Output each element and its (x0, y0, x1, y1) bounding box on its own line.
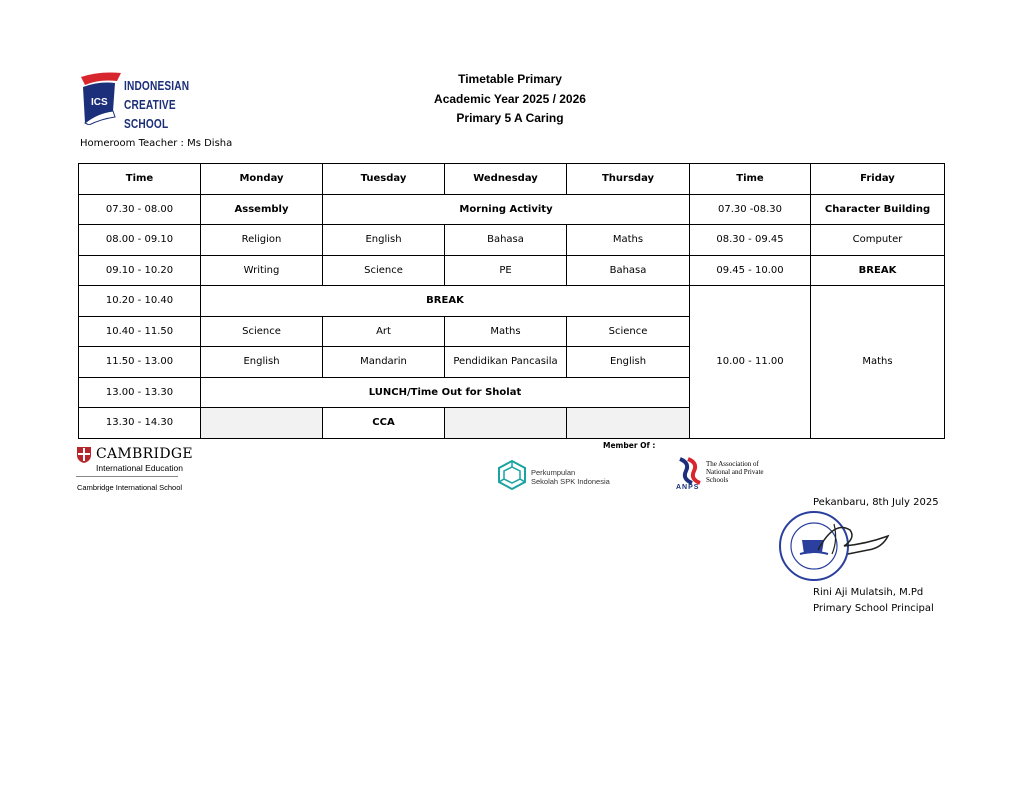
cell-span: Morning Activity (323, 194, 690, 225)
principal-title: Primary School Principal (813, 603, 934, 614)
cell-span: LUNCH/Time Out for Sholat (201, 377, 690, 408)
time-cell: 13.00 - 13.30 (79, 377, 201, 408)
page-title (380, 70, 640, 129)
cell-tuesday: Art (323, 316, 445, 347)
time-cell: 07.30 - 08.00 (79, 194, 201, 225)
member-of-label: Member Of : (603, 441, 656, 450)
spk-emblem-icon (497, 460, 527, 490)
table-row (79, 255, 945, 286)
place-date: Pekanbaru, 8th July 2025 (813, 497, 939, 508)
cell-friday: Computer (811, 225, 945, 256)
cell-wednesday (445, 408, 567, 439)
column-header: Time (79, 164, 201, 195)
principal-name: Rini Aji Mulatsih, M.Pd (813, 587, 924, 598)
time-cell: 10.40 - 11.50 (79, 316, 201, 347)
cell-tuesday: Science (323, 255, 445, 286)
cell-friday: Maths (811, 286, 945, 439)
cell-tuesday: CCA (323, 408, 445, 439)
column-header: Wednesday (445, 164, 567, 195)
school-seal-stamp (778, 510, 898, 582)
cell-monday: Writing (201, 255, 323, 286)
column-header: Tuesday (323, 164, 445, 195)
cell-monday (201, 408, 323, 439)
cell-monday: Assembly (201, 194, 323, 225)
friday-time-cell: 08.30 - 09.45 (690, 225, 811, 256)
school-name: INDONESIAN CREATIVE SCHOOL (124, 78, 190, 131)
friday-time-cell: 09.45 - 10.00 (690, 255, 811, 286)
column-header: Friday (811, 164, 945, 195)
cell-span: BREAK (201, 286, 690, 317)
title-line-2: Academic Year 2025 / 2026 (434, 91, 586, 106)
title-line-1: Timetable Primary (458, 72, 562, 86)
anps-emblem-icon (676, 457, 704, 485)
column-header: Monday (201, 164, 323, 195)
time-cell: 08.00 - 09.10 (79, 225, 201, 256)
svg-text:ICS: ICS (91, 97, 108, 108)
table-row (79, 225, 945, 256)
column-header: Thursday (567, 164, 690, 195)
homeroom-teacher: Homeroom Teacher : Ms Disha (80, 138, 233, 149)
cambridge-school-label: Cambridge International School (77, 483, 183, 492)
cambridge-subtitle: International Education (96, 463, 183, 473)
cell-thursday (567, 408, 690, 439)
anps-acronym: ANPS (676, 484, 700, 491)
cell-wednesday: Maths (445, 316, 567, 347)
cell-wednesday: Bahasa (445, 225, 567, 256)
cell-tuesday: English (323, 225, 445, 256)
cell-thursday: Maths (567, 225, 690, 256)
friday-time-cell: 07.30 -08.30 (690, 194, 811, 225)
cell-thursday: Science (567, 316, 690, 347)
time-cell: 13.30 - 14.30 (79, 408, 201, 439)
cell-monday: Science (201, 316, 323, 347)
cambridge-name: CAMBRIDGE (96, 446, 193, 462)
spk-name: Perkumpulan Sekolah SPK Indonesia (531, 468, 610, 486)
cell-wednesday: Pendidikan Pancasila (445, 347, 567, 378)
time-cell: 09.10 - 10.20 (79, 255, 201, 286)
cell-monday: Religion (201, 225, 323, 256)
time-cell: 11.50 - 13.00 (79, 347, 201, 378)
friday-time-cell: 10.00 - 11.00 (690, 286, 811, 439)
cell-thursday: Bahasa (567, 255, 690, 286)
anps-logo (676, 457, 764, 491)
cell-tuesday: Mandarin (323, 347, 445, 378)
table-row (79, 286, 945, 317)
divider (76, 476, 178, 477)
cambridge-shield-icon (76, 446, 92, 464)
cell-wednesday: PE (445, 255, 567, 286)
cell-friday: Character Building (811, 194, 945, 225)
time-cell: 10.20 - 10.40 (79, 286, 201, 317)
cell-thursday: English (567, 347, 690, 378)
cell-friday: BREAK (811, 255, 945, 286)
title-line-3: Primary 5 A Caring (456, 111, 564, 125)
cell-monday: English (201, 347, 323, 378)
table-header-row (79, 164, 945, 195)
table-row (79, 194, 945, 225)
column-header: Time (690, 164, 811, 195)
anps-name: The Association of National and Private Schools (706, 460, 764, 484)
timetable (78, 163, 945, 439)
spk-logo (497, 460, 610, 495)
cambridge-logo (76, 446, 193, 492)
